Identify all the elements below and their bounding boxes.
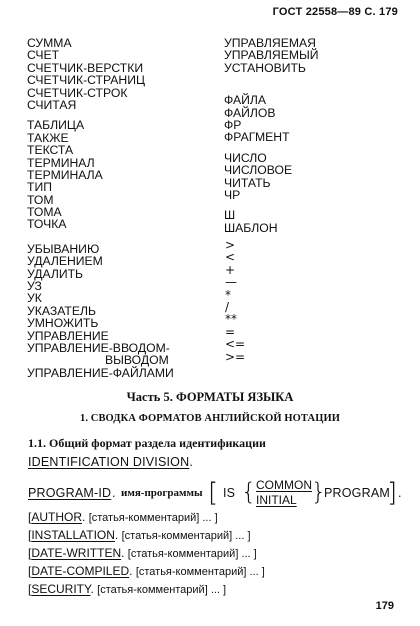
symbol: — xyxy=(225,275,237,290)
word: УПРАВЛЯЕМАЯ xyxy=(224,36,316,50)
paragraph-author: [AUTHOR. [статья-комментарий] ... ] xyxy=(28,510,218,524)
symbol: ** xyxy=(225,312,237,327)
word: ТЕКСТА xyxy=(27,143,74,158)
is-keyword: IS xyxy=(223,486,236,500)
program-id-line xyxy=(28,478,408,512)
subsection-title: 1. СВОДКА ФОРМАТОВ АНГЛИЙСКОЙ НОТАЦИИ xyxy=(79,413,341,424)
word: Ш xyxy=(224,208,236,223)
symbol: < xyxy=(225,250,236,265)
word: ТОМ xyxy=(27,192,54,207)
word: ТИП xyxy=(27,180,52,195)
reserved-words-right xyxy=(224,37,319,234)
section-title: 1.1. Общий формат раздела идентификации xyxy=(28,436,266,450)
initial-keyword: INITIAL xyxy=(256,493,297,507)
word: ЧР xyxy=(224,187,241,202)
period: . xyxy=(398,486,402,500)
paragraph-date-compiled: [DATE-COMPILED. [статья-комментарий] ... ] xyxy=(28,564,265,578)
symbol: + xyxy=(225,262,236,277)
word: УДАЛЕНИЕМ xyxy=(27,254,103,269)
word: УПРАВЛЕНИЕ xyxy=(27,328,109,343)
paragraph-security: [SECURITY. [статья-комментарий] ... ] xyxy=(28,582,227,596)
division-keyword: IDENTIFICATION DIVISION xyxy=(28,455,190,469)
word: ФРАГМЕНТ xyxy=(224,130,290,145)
program-id-keyword: PROGRAM-ID xyxy=(28,486,112,500)
reserved-symbols xyxy=(225,239,245,363)
word: СЧЕТЧИК-СТРОК xyxy=(27,85,128,100)
optional-paragraphs xyxy=(28,509,265,599)
part-title: Часть 5. ФОРМАТЫ ЯЗЫКА xyxy=(126,390,294,404)
paragraph-date-written: [DATE-WRITTEN. [статья-комментарий] ... ] xyxy=(28,546,257,560)
word: УМНОЖИТЬ xyxy=(27,316,99,331)
word: СУММА xyxy=(27,36,72,50)
word: ЧИСЛОВОЕ xyxy=(224,163,293,178)
word: ФАЙЛА xyxy=(224,93,267,108)
word: СЧЕТ xyxy=(27,48,60,63)
word: УПРАВЛЕНИЕ-ФАЙЛАМИ xyxy=(27,365,174,380)
left-brace: { xyxy=(241,478,257,506)
word: ТАКЖЕ xyxy=(27,130,69,145)
symbol: >= xyxy=(225,349,246,364)
word: УПРАВЛЕНИЕ-ВВОДОМ- xyxy=(27,340,170,355)
word: ЧИТАТЬ xyxy=(224,175,271,190)
word: УКАЗАТЕЛЬ xyxy=(27,303,96,318)
left-bracket: [ xyxy=(208,478,219,508)
word: ТЕРМИНАЛА xyxy=(27,167,103,182)
word: ТОМА xyxy=(27,205,62,220)
right-bracket: ] xyxy=(387,478,398,508)
identification-division xyxy=(28,455,193,469)
word: УПРАВЛЯЕМЫЙ xyxy=(224,48,319,63)
word: ЧИСЛО xyxy=(224,150,267,165)
period: . xyxy=(112,486,116,500)
word: ФР xyxy=(224,117,242,132)
word: ТЕРМИНАЛ xyxy=(27,155,95,170)
word: ТОЧКА xyxy=(27,217,67,232)
program-keyword: PROGRAM xyxy=(324,486,390,500)
word: УК xyxy=(27,291,42,306)
word: ТАБЛИЦА xyxy=(27,118,85,133)
reserved-words-left xyxy=(27,37,174,379)
common-keyword: COMMON xyxy=(256,478,312,492)
page-header: ГОСТ 22558—89 С. 179 xyxy=(272,6,398,18)
word: УБЫВАНИЮ xyxy=(27,241,100,256)
symbol: > xyxy=(225,238,236,252)
word: УСТАНОВИТЬ xyxy=(224,60,306,75)
word: УДАЛИТЬ xyxy=(27,266,84,281)
word: СЧИТАЯ xyxy=(27,97,77,112)
word: СЧЕТЧИК-ВЕРСТКИ xyxy=(27,60,144,75)
word: ВЫВОДОМ xyxy=(105,353,169,368)
symbol: <= xyxy=(225,337,246,352)
word: ФАЙЛОВ xyxy=(224,105,276,120)
symbol: * xyxy=(225,287,231,302)
word: ШАБЛОН xyxy=(224,220,278,235)
word: СЧЕТЧИК-СТРАНИЦ xyxy=(27,73,145,88)
program-name: имя-программы xyxy=(121,487,203,499)
paragraph-installation: [INSTALLATION. [статья-комментарий] ... ] xyxy=(28,528,251,542)
right-brace: } xyxy=(311,478,327,506)
period: . xyxy=(189,455,194,469)
page-number: 179 xyxy=(375,600,394,612)
word: УЗ xyxy=(27,279,42,294)
symbol: = xyxy=(225,324,236,339)
symbol: / xyxy=(225,299,230,314)
